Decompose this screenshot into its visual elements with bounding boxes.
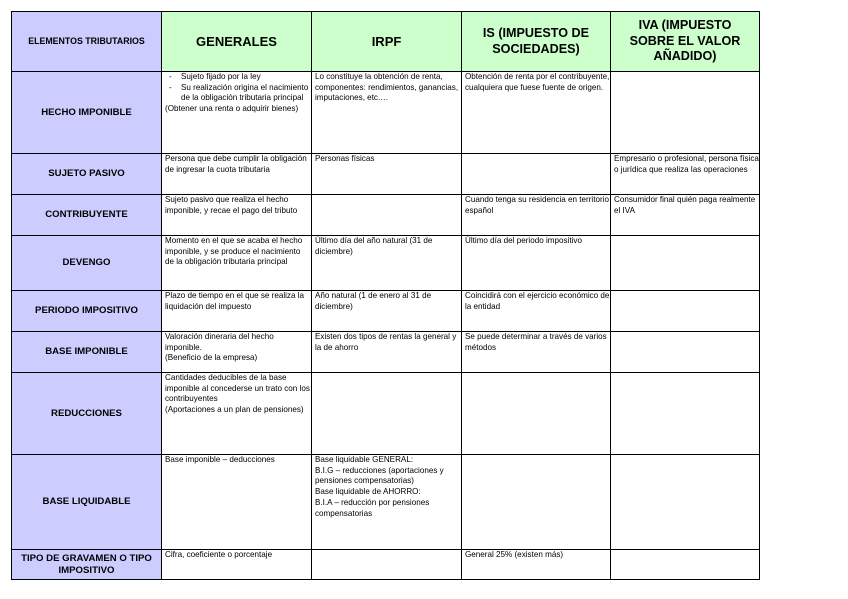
cell-reducciones-irpf [312, 373, 462, 455]
cell-tipo-irpf [312, 550, 462, 580]
row-label-periodo-impositivo: PERIODO IMPOSITIVO [12, 291, 162, 332]
cell-contribuyente-generales [162, 195, 312, 236]
cell-base-imponible-generales [162, 332, 312, 373]
row-label-base-liquidable: BASE LIQUIDABLE [12, 455, 162, 550]
row-label-contribuyente: CONTRIBUYENTE [12, 195, 162, 236]
hecho-bullet-1: - Sujeto fijado por la ley [169, 72, 311, 83]
hecho-note: (Obtener una renta o adquirir bienes) [165, 104, 299, 114]
base-liquidable-irpf-text: Base liquidable GENERAL: B.I.G – reducciones (aportaciones y pensiones compensatorias) Base liquidable de AHORRO: B.I.A – reducción por pensiones compensatorias [315, 455, 444, 518]
cell-hecho-iva [611, 72, 760, 154]
cell-devengo-iva [611, 236, 760, 291]
cell-base-imponible-iva [611, 332, 760, 373]
cell-periodo-irpf [312, 291, 462, 332]
cell-sujeto-generales [162, 154, 312, 195]
cell-sujeto-irpf [312, 154, 462, 195]
row-label-base-imponible: BASE IMPONIBLE [12, 332, 162, 373]
cell-contribuyente-irpf [312, 195, 462, 236]
row-tipo-gravamen [12, 550, 760, 580]
cell-hecho-is [462, 72, 611, 154]
cell-hecho-generales [162, 72, 312, 154]
cell-reducciones-iva [611, 373, 760, 455]
row-periodo-impositivo [12, 291, 760, 332]
cell-base-liquidable-irpf [312, 455, 462, 550]
periodo-generales-text: Plazo de tiempo en el que se realiza la liquidación del impuesto [165, 291, 305, 311]
hecho-is-text: Obtención de renta por el contribuyente, cualquiera que fuese fuente de origen. [465, 72, 610, 92]
cell-contribuyente-is [462, 195, 611, 236]
row-sujeto-pasivo [12, 154, 760, 195]
tipo-is-text: General 25% (existen más) [465, 550, 564, 559]
cell-base-imponible-irpf [312, 332, 462, 373]
cell-reducciones-is [462, 373, 611, 455]
cell-sujeto-is [462, 154, 611, 195]
header-irpf: IRPF [312, 12, 462, 72]
contribuyente-generales-text: Sujeto pasivo que realiza el hecho imponible, y recae el pago del tributo [165, 195, 298, 215]
hecho-irpf-text: Lo constituye la obtención de renta, componentes: rendimientos, ganancias, imputaciones, etc.… [315, 72, 459, 103]
cell-base-liquidable-is [462, 455, 611, 550]
cell-devengo-is [462, 236, 611, 291]
row-label-reducciones: REDUCCIONES [12, 373, 162, 455]
cell-tipo-iva [611, 550, 760, 580]
cell-devengo-irpf [312, 236, 462, 291]
base-liquidable-generales-text: Base imponible – deducciones [165, 455, 275, 464]
cell-periodo-generales [162, 291, 312, 332]
cell-periodo-is [462, 291, 611, 332]
header-row [12, 12, 760, 72]
devengo-generales-text: Momento en el que se acaba el hecho imponible, y se produce el nacimiento de la obligación tributaria principal [165, 236, 303, 267]
header-is: IS (IMPUESTO DE SOCIEDADES) [462, 12, 611, 72]
row-label-devengo: DEVENGO [12, 236, 162, 291]
sujeto-iva-text: Empresario o profesional, persona física o jurídica que realiza las operaciones [614, 154, 759, 174]
contribuyente-is-text: Cuando tenga su residencia en territorio español [465, 195, 609, 215]
reducciones-generales-text: Cantidades deducibles de la base imponible al concederse un trato con los contribuyentes (Aportaciones a un plan de pensiones) [165, 373, 310, 415]
cell-tipo-is [462, 550, 611, 580]
cell-periodo-iva [611, 291, 760, 332]
cell-sujeto-iva [611, 154, 760, 195]
devengo-irpf-text: Último día del año natural (31 de diciembre) [315, 236, 433, 256]
base-imponible-is-text: Se puede determinar a través de varios métodos [465, 332, 607, 352]
row-label-sujeto-pasivo: SUJETO PASIVO [12, 154, 162, 195]
hecho-bullet-2: - Su realización origina el nacimiento de la obligación tributaria principal [169, 83, 311, 104]
hecho-bullet-list [165, 72, 311, 104]
sujeto-generales-text: Persona que debe cumplir la obligación de ingresar la cuota tributaria [165, 154, 307, 174]
contribuyente-iva-text: Consumidor final quién paga realmente el IVA [614, 195, 756, 215]
cell-tipo-generales [162, 550, 312, 580]
devengo-is-text: Último día del periodo impositivo [465, 236, 582, 245]
row-hecho-imponible [12, 72, 760, 154]
cell-base-liquidable-generales [162, 455, 312, 550]
row-devengo [12, 236, 760, 291]
row-contribuyente [12, 195, 760, 236]
row-base-imponible [12, 332, 760, 373]
row-reducciones [12, 373, 760, 455]
periodo-is-text: Coincidirá con el ejercicio económico de la entidad [465, 291, 610, 311]
periodo-irpf-text: Año natural (1 de enero al 31 de diciembre) [315, 291, 432, 311]
cell-devengo-generales [162, 236, 312, 291]
cell-reducciones-generales [162, 373, 312, 455]
sujeto-irpf-text: Personas físicas [315, 154, 375, 163]
header-generales: GENERALES [162, 12, 312, 72]
cell-contribuyente-iva [611, 195, 760, 236]
header-iva: IVA (IMPUESTO SOBRE EL VALOR AÑADIDO) [611, 12, 760, 72]
base-imponible-generales-text: Valoración dineraria del hecho imponible. (Beneficio de la empresa) [165, 332, 274, 363]
tax-elements-table [11, 11, 760, 580]
row-base-liquidable [12, 455, 760, 550]
header-corner: ELEMENTOS TRIBUTARIOS [12, 12, 162, 72]
tipo-generales-text: Cifra, coeficiente o porcentaje [165, 550, 273, 559]
cell-base-imponible-is [462, 332, 611, 373]
base-imponible-irpf-text: Existen dos tipos de rentas la general y la de ahorro [315, 332, 457, 352]
row-label-hecho-imponible: HECHO IMPONIBLE [12, 72, 162, 154]
row-label-tipo-gravamen: TIPO DE GRAVAMEN O TIPO IMPOSITIVO [12, 550, 162, 580]
cell-base-liquidable-iva [611, 455, 760, 550]
cell-hecho-irpf [312, 72, 462, 154]
